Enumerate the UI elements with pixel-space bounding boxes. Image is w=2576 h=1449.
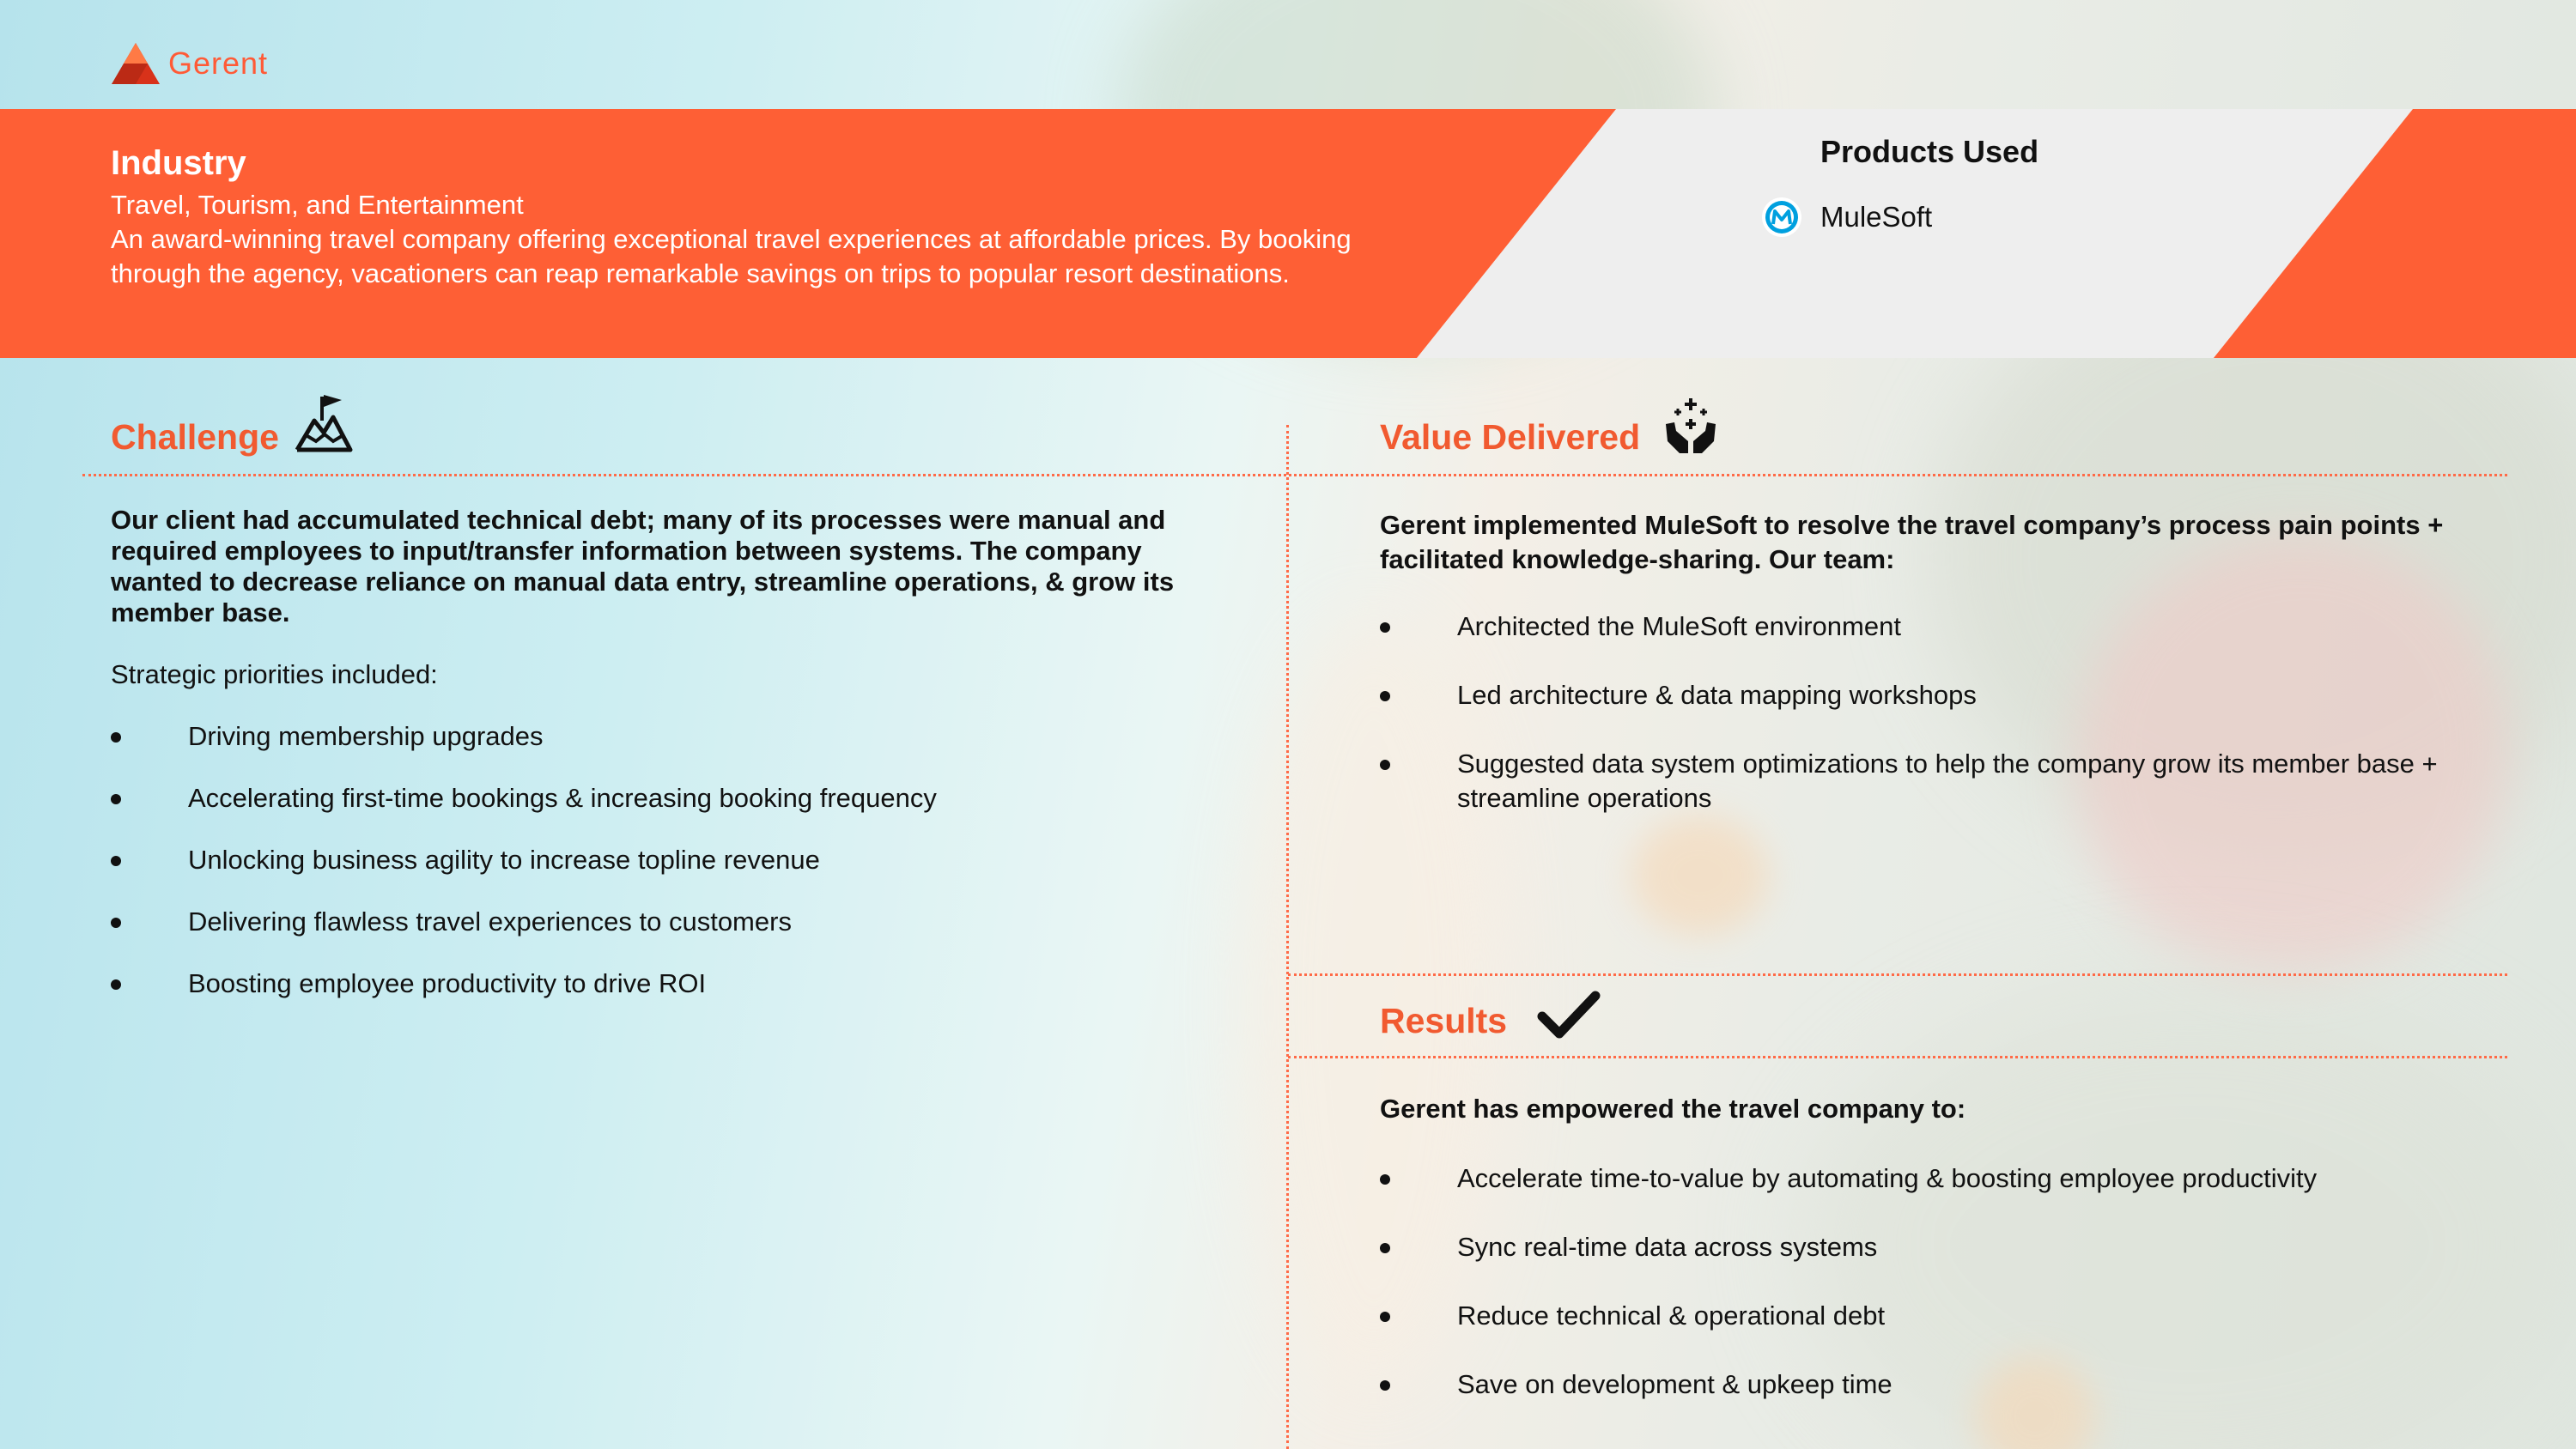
results-title: Results: [1380, 1001, 1508, 1040]
gerent-logo: [110, 41, 268, 86]
list-item: Suggested data system optimizations to help the company grow its member base + streamline operations: [1380, 747, 2513, 815]
industry-heading: Industry: [111, 144, 246, 182]
gerent-logo-icon: [110, 41, 161, 86]
divider-results-bottom: [1288, 1056, 2507, 1058]
list-item: Save on development & upkeep time: [1380, 1367, 2513, 1402]
industry-block: [111, 144, 1382, 291]
value-title: Value Delivered: [1380, 417, 1641, 457]
results-intro: Gerent has empowered the travel company to:: [1380, 1094, 1966, 1124]
list-item: Accelerating first-time bookings & increasing booking frequency: [111, 781, 1227, 815]
list-item: Accelerate time-to-value by automating & boosting employee productivity: [1380, 1161, 2513, 1196]
challenge-title: Challenge: [111, 417, 279, 457]
priorities-label: Strategic priorities included:: [111, 659, 438, 689]
value-intro: Gerent implemented MuleSoft to resolve the travel company’s process pain points + facilitated knowledge-sharing. Our team:: [1380, 510, 2444, 574]
list-item: Delivering flawless travel experiences to customers: [111, 905, 1227, 939]
value-list: [1380, 609, 2513, 815]
list-item: Driving membership upgrades: [111, 719, 1227, 754]
divider-top: [82, 474, 2507, 476]
list-item: Reduce technical & operational debt: [1380, 1299, 2513, 1333]
list-item: Unlocking business agility to increase topline revenue: [111, 843, 1227, 877]
priorities-list: [111, 719, 1227, 1001]
product-name: MuleSoft: [1820, 201, 1933, 233]
divider-results-top: [1288, 973, 2507, 976]
products-heading: Products Used: [1820, 134, 2039, 169]
mountain-flag-icon: [294, 391, 354, 453]
products-used: [1760, 134, 2275, 239]
list-item: Architected the MuleSoft environment: [1380, 609, 2513, 644]
divider-vertical: [1286, 425, 1289, 1449]
industry-sector: Travel, Tourism, and Entertainment: [111, 190, 524, 220]
industry-description: An award-winning travel company offering exceptional travel experiences at affordable prices. By booking through the agency, vacationers can reap remarkable savings on trips to popular resort destinations.: [111, 224, 1352, 288]
checkmark-icon: [1537, 989, 1601, 1042]
logo-text: Gerent: [168, 45, 269, 81]
list-item: Led architecture & data mapping workshops: [1380, 678, 2513, 712]
product-item: [1760, 196, 2275, 239]
list-item: Sync real-time data across systems: [1380, 1230, 2513, 1264]
mulesoft-icon: [1760, 196, 1803, 239]
hands-sparkle-icon: [1661, 393, 1721, 457]
challenge-intro: Our client had accumulated technical debt; many of its processes were manual and required employees to input/transfer information between systems. The company wanted to decrease reliance on manual data entry, streamline operations, & grow its member base.: [111, 505, 1175, 627]
results-list: [1380, 1161, 2513, 1402]
list-item: Boosting employee productivity to drive ROI: [111, 967, 1227, 1001]
